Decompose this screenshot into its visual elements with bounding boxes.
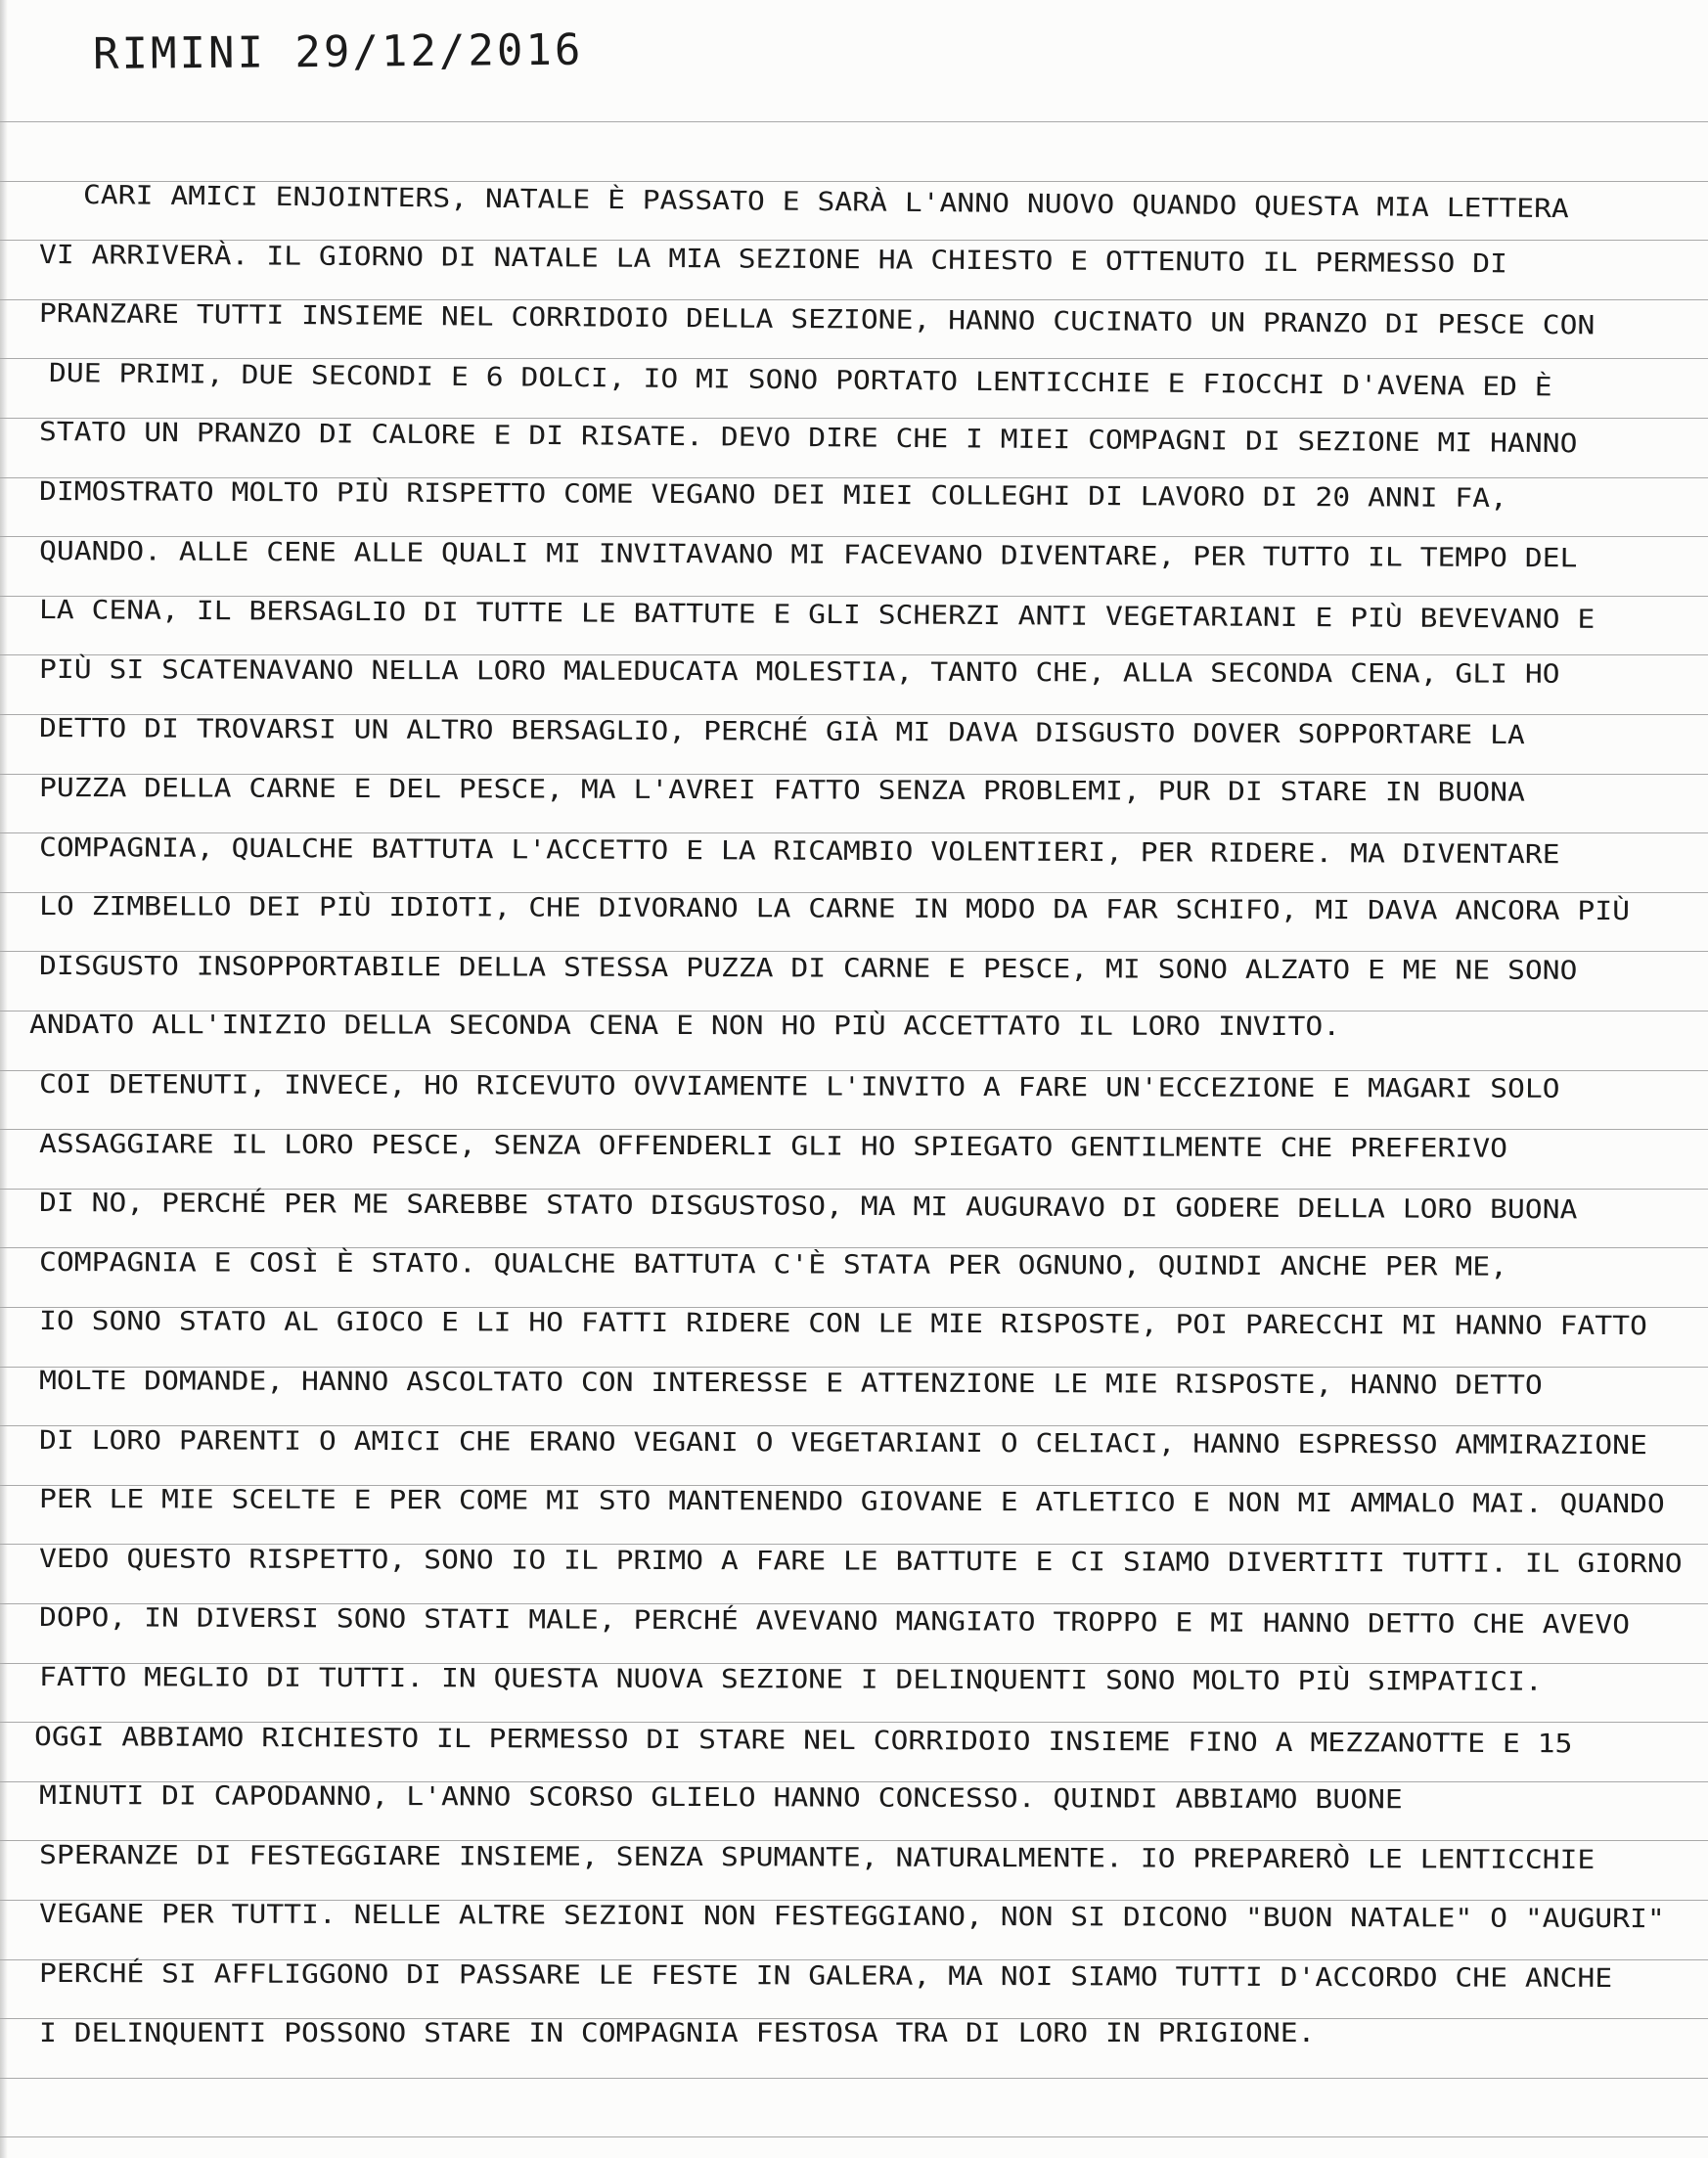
letter-line: DI LORO PARENTI O AMICI CHE ERANO VEGANI O VEGETARIANI O CELIACI, HANNO ESPRESSO AMMIRAZIONE — [38, 1424, 1648, 1461]
letter-line: DI NO, PERCHÉ PER ME SAREBBE STATO DISGUSTOSO, MA MI AUGURAVO DI GODERE DELLA LORO BUONA — [38, 1188, 1578, 1226]
letter-line: PUZZA DELLA CARNE E DEL PESCE, MA L'AVREI FATTO SENZA PROBLEMI, PUR DI STARE IN BUONA — [38, 773, 1525, 808]
letter-line: VEGANE PER TUTTI. NELLE ALTRE SEZIONI NON FESTEGGIANO, NON SI DICONO "BUON NATALE" O "AUGURI" — [38, 1899, 1665, 1935]
ruled-line — [0, 2078, 1708, 2079]
letter-line: LO ZIMBELLO DEI PIÙ IDIOTI, CHE DIVORANO LA CARNE IN MODO DA FAR SCHIFO, MI DAVA ANCORA PIÙ — [38, 891, 1631, 927]
letter-line: ANDATO ALL'INIZIO DELLA SECONDA CENA E NON HO PIÙ ACCETTATO IL LORO INVITO. — [28, 1010, 1341, 1043]
ruled-line — [0, 2136, 1708, 2137]
letter-line: SPERANZE DI FESTEGGIARE INSIEME, SENZA SPUMANTE, NATURALMENTE. IO PREPARERÒ LE LENTICCHIE — [38, 1839, 1596, 1875]
letter-line: DOPO, IN DIVERSI SONO STATI MALE, PERCHÉ AVEVANO MANGIATO TROPPO E MI HANNO DETTO CHE AVEVO — [38, 1602, 1631, 1641]
letter-line: I DELINQUENTI POSSONO STARE IN COMPAGNIA FESTOSA TRA DI LORO IN PRIGIONE. — [39, 2017, 1316, 2048]
letter-line: COMPAGNIA, QUALCHE BATTUTA L'ACCETTO E LA RICAMBIO VOLENTIERI, PER RIDERE. MA DIVENTARE — [38, 832, 1560, 870]
letter-line: PERCHÉ SI AFFLIGGONO DI PASSARE LE FESTE IN GALERA, MA NOI SIAMO TUTTI D'ACCORDO CHE ANCHE — [38, 1958, 1613, 1995]
letter-line: COMPAGNIA E COSÌ È STATO. QUALCHE BATTUTA C'È STATA PER OGNUNO, QUINDI ANCHE PER ME, — [38, 1246, 1508, 1282]
letter-line: COI DETENUTI, INVECE, HO RICEVUTO OVVIAMENTE L'INVITO A FARE UN'ECCEZIONE E MAGARI SOLO — [38, 1069, 1560, 1104]
page-edge-shadow — [0, 0, 8, 2158]
letter-line: VI ARRIVERÀ. IL GIORNO DI NATALE LA MIA SEZIONE HA CHIESTO E OTTENUTO IL PERMESSO DI — [38, 239, 1508, 279]
letter-line: OGGI ABBIAMO RICHIESTO IL PERMESSO DI STARE NEL CORRIDOIO INSIEME FINO A MEZZANOTTE E 15 — [33, 1721, 1573, 1759]
letter-line: MOLTE DOMANDE, HANNO ASCOLTATO CON INTERESSE E ATTENZIONE LE MIE RISPOSTE, HANNO DETTO — [38, 1366, 1543, 1401]
letter-line: DUE PRIMI, DUE SECONDI E 6 DOLCI, IO MI SONO PORTATO LENTICCHIE E FIOCCHI D'AVENA ED È — [48, 357, 1552, 403]
letter-line: VEDO QUESTO RISPETTO, SONO IO IL PRIMO A FARE LE BATTUTE E CI SIAMO DIVERTITI TUTTI. IL GIORNO — [38, 1543, 1683, 1580]
letter-line: STATO UN PRANZO DI CALORE E DI RISATE. DEVO DIRE CHE I MIEI COMPAGNI DI SEZIONE MI HANNO — [38, 417, 1578, 460]
letter-line: IO SONO STATO AL GIOCO E LI HO FATTI RIDERE CON LE MIE RISPOSTE, POI PARECCHI MI HANNO FATTO — [38, 1306, 1648, 1342]
letter-line: FATTO MEGLIO DI TUTTI. IN QUESTA NUOVA SEZIONE I DELINQUENTI SONO MOLTO PIÙ SIMPATICI. — [38, 1662, 1543, 1697]
letter-line: PIÙ SI SCATENAVANO NELLA LORO MALEDUCATA MOLESTIA, TANTO CHE, ALLA SECONDA CENA, GLI HO — [38, 653, 1560, 690]
letter-line: PER LE MIE SCELTE E PER COME MI STO MANTENENDO GIOVANE E ATLETICO E NON MI AMMALO MAI. QUANDO — [38, 1484, 1665, 1520]
letter-line: DIMOSTRATO MOLTO PIÙ RISPETTO COME VEGANO DEI MIEI COLLEGHI DI LAVORO DI 20 ANNI FA, — [38, 476, 1508, 515]
letter-line: DISGUSTO INSOPPORTABILE DELLA STESSA PUZZA DI CARNE E PESCE, MI SONO ALZATO E ME NE SONO — [38, 950, 1578, 986]
letter-line: PRANZARE TUTTI INSIEME NEL CORRIDOIO DELLA SEZIONE, HANNO CUCINATO UN PRANZO DI PESCE CON — [38, 298, 1596, 341]
letter-line: ASSAGGIARE IL LORO PESCE, SENZA OFFENDERLI GLI HO SPIEGATO GENTILMENTE CHE PREFERIVO — [38, 1128, 1508, 1164]
ruled-line — [0, 121, 1708, 122]
letter-line: MINUTI DI CAPODANNO, L'ANNO SCORSO GLIELO HANNO CONCESSO. QUINDI ABBIAMO BUONE — [38, 1780, 1403, 1816]
letter-line: QUANDO. ALLE CENE ALLE QUALI MI INVITAVANO MI FACEVANO DIVENTARE, PER TUTTO IL TEMPO DEL — [38, 535, 1578, 573]
letter-line: DETTO DI TROVARSI UN ALTRO BERSAGLIO, PERCHÉ GIÀ MI DAVA DISGUSTO DOVER SOPPORTARE LA — [38, 713, 1525, 751]
letter-date: RIMINI 29/12/2016 — [92, 24, 584, 79]
letter-line: LA CENA, IL BERSAGLIO DI TUTTE LE BATTUTE E GLI SCHERZI ANTI VEGETARIANI E PIÙ BEVEVANO E — [38, 595, 1596, 636]
letter-line: CARI AMICI ENJOINTERS, NATALE È PASSATO E SARÀ L'ANNO NUOVO QUANDO QUESTA MIA LETTERA — [82, 180, 1569, 225]
